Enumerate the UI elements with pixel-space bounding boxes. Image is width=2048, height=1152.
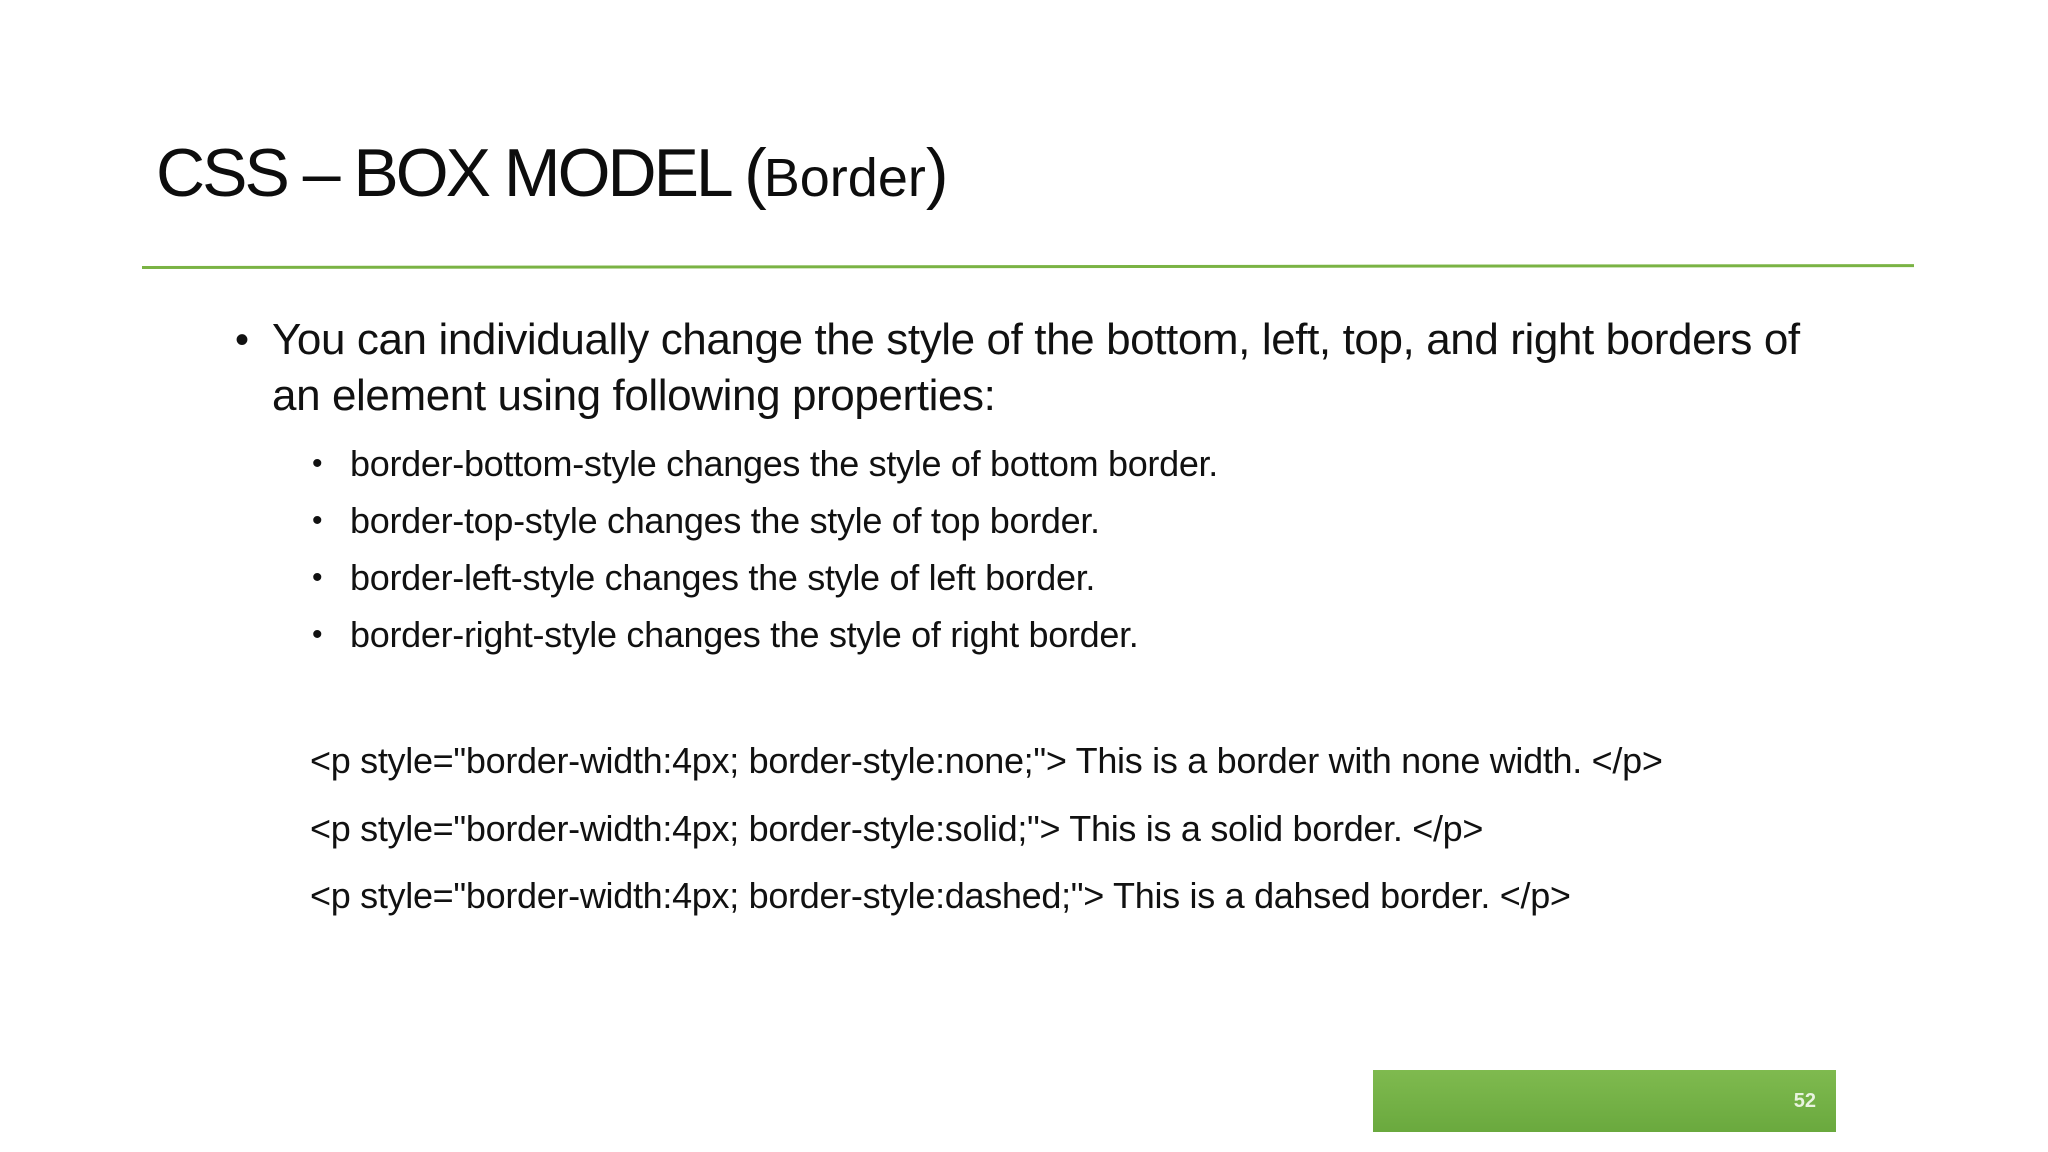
title-close: ) [925,135,946,211]
list-item-text: border-right-style changes the style of right border. [350,614,1139,655]
bullet-icon: • [235,318,249,362]
title-main: CSS – BOX MODEL ( [156,135,764,211]
bullet-icon: • [312,504,323,537]
list-item [312,549,1850,606]
title-sub: Border [763,148,926,208]
footer-bar [1373,1070,1836,1132]
bullet-icon: • [312,561,323,594]
code-line: <p style="border-width:4px; border-style:none;"> This is a border with none width. </p> [310,740,1663,781]
title-divider [142,264,1914,269]
bullet-icon: • [312,618,323,651]
main-bullet [235,312,1832,424]
slide-title [156,128,946,223]
list-item-text: border-bottom-style changes the style of bottom border. [350,443,1218,484]
list-item [312,435,1850,492]
code-line: <p style="border-width:4px; border-style:dashed;"> This is a dahsed border. </p> [310,875,1571,916]
code-line: <p style="border-width:4px; border-style:solid;"> This is a solid border. </p> [310,807,1484,849]
list-item [312,606,1850,663]
list-item-text: border-left-style changes the style of left border. [350,557,1096,598]
list-item [312,492,1850,549]
bullet-icon: • [312,447,323,480]
list-item-text: border-top-style changes the style of top border. [350,500,1100,541]
main-bullet-text: You can individually change the style of the bottom, left, top, and right borders of an element using following properties: [272,315,1800,420]
sub-bullet-list [312,435,1850,663]
page-number: 52 [1793,1090,1816,1112]
code-examples [310,727,1950,930]
